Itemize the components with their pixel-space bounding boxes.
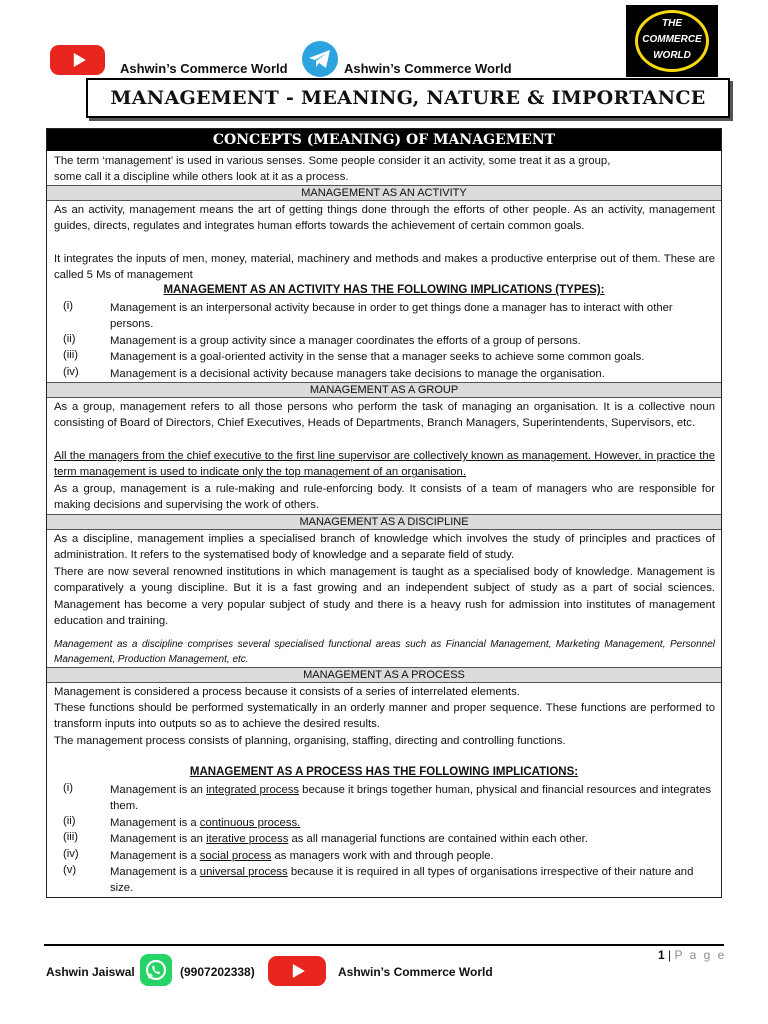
process-paragraph-1: Management is considered a process because it consists of a series of interrelated elements. — [54, 686, 520, 698]
section-banner: CONCEPTS (MEANING) OF MANAGEMENT — [47, 129, 721, 151]
heading-activity: MANAGEMENT AS AN ACTIVITY — [47, 185, 721, 201]
process-item-number: (v) — [63, 864, 77, 876]
page-number-value: 1 — [658, 948, 665, 962]
process-item — [110, 815, 716, 831]
process-item-text: Management is a — [110, 850, 200, 862]
discipline-paragraph-3: Management as a discipline comprises several specialised functional areas such as Financial Management, Marketing Management, Personnel Management, Production Management, etc. — [54, 639, 715, 665]
process-item-term: universal process — [199, 866, 288, 878]
activity-item-number: (iv) — [63, 366, 79, 378]
activity-item: Management is a goal-oriented activity in the sense that a manager seeks to achieve some common goals. — [110, 351, 645, 363]
process-paragraph-3: The management process consists of planning, organising, staffing, directing and controlling functions. — [54, 735, 566, 747]
process-item-text: Management is an — [110, 784, 207, 796]
process-item-text: Management is an — [110, 833, 207, 845]
author-name: Ashwin Jaiswal — [46, 965, 135, 979]
heading-group: MANAGEMENT AS A GROUP — [47, 382, 721, 398]
activity-implications-heading: MANAGEMENT AS AN ACTIVITY HAS THE FOLLOWING IMPLICATIONS (TYPES): — [163, 284, 605, 296]
process-item-text: as managers work with and through people. — [271, 850, 494, 862]
discipline-paragraph-1: As a discipline, management implies a specialised branch of knowledge which involves the study of principles and practices of administration. It refers to the systematised body of knowledge and a separate field of study. — [54, 533, 715, 562]
activity-item: Management is a decisional activity because managers take decisions to manage the organisation. — [110, 368, 605, 380]
intro-line-2: some call it a discipline while others look at it as a process. — [54, 171, 349, 183]
group-paragraph-2: All the managers from the chief executive to the first line supervisor are collectively known as management. However, in practice the term management is used to indicate only the top management of an organisation. — [54, 450, 715, 479]
page-number: 1 | P a g e — [658, 948, 727, 962]
title-box — [86, 78, 730, 118]
logo-line-1: THE — [662, 18, 682, 29]
page-title: MANAGEMENT - MEANING, NATURE & IMPORTANCE — [110, 87, 706, 109]
whatsapp-icon[interactable] — [140, 954, 172, 986]
process-item-term: integrated process — [206, 784, 300, 796]
process-item — [110, 831, 716, 847]
telegram-channel-label[interactable]: Ashwin’s Commerce World — [344, 61, 512, 76]
process-item — [110, 782, 716, 815]
telegram-icon[interactable] — [302, 41, 338, 77]
logo-line-3: WORLD — [653, 50, 691, 61]
process-item-text: because it brings together human, physical and financial resources and integrates them. — [110, 784, 712, 813]
youtube-icon[interactable] — [268, 956, 326, 986]
youtube-icon[interactable] — [50, 45, 105, 75]
group-paragraph-1: As a group, management refers to all those persons who perform the task of managing an organisation. It is a collective noun consisting of Board of Directors, Chief Executives, Heads of Departments, Branch Managers, Superintendents, Supervisors, etc. — [54, 401, 715, 430]
process-item-number: (iv) — [63, 848, 79, 860]
heading-discipline: MANAGEMENT AS A DISCIPLINE — [47, 514, 721, 530]
activity-item-number: (i) — [63, 300, 74, 312]
logo-line-2: COMMERCE — [642, 34, 702, 45]
process-implications-heading: MANAGEMENT AS A PROCESS HAS THE FOLLOWING IMPLICATIONS: — [189, 766, 579, 778]
commerce-world-logo — [626, 5, 718, 77]
discipline-paragraph-2: There are now several renowned institutions in which management is taught as a specialised body of knowledge. Management is comparatively a young discipline. But it is a fast growing and an independent subject of study as a part of social sciences. Management has become a very popular subject of study and there is a heavy rush for admission into institutes of management education and training. — [54, 566, 715, 628]
phone-number[interactable]: (9907202338) — [180, 965, 255, 979]
process-item-text: because it is required in all types of organisations irrespective of their nature and size. — [110, 866, 694, 895]
activity-item: Management is an interpersonal activity because in order to get things done a manager has to interact with other persons. — [110, 302, 673, 331]
process-item-number: (ii) — [63, 815, 76, 827]
activity-item-number: (iii) — [63, 349, 79, 361]
footer-divider — [44, 944, 724, 946]
process-item-term: iterative process — [206, 833, 289, 845]
process-paragraph-2: These functions should be performed systematically in an orderly manner and proper sequence. These functions are performed to transform inputs into outputs so as to achieve the desired results. — [54, 702, 715, 731]
heading-process: MANAGEMENT AS A PROCESS — [47, 667, 721, 683]
process-item-term: continuous process. — [199, 817, 301, 829]
group-paragraph-3: As a group, management is a rule-making and rule-enforcing body. It consists of a team of managers who are responsible for making decisions and supervising the work of others. — [54, 483, 715, 512]
youtube-channel-label[interactable]: Ashwin’s Commerce World — [120, 61, 288, 76]
process-item-text: Management is a — [110, 866, 200, 878]
activity-paragraph-1: As an activity, management means the art of getting things done through the efforts of other people. As an activity, management guides, directs, regulates and integrates human efforts towards the achievement of certain common goals. — [54, 204, 715, 233]
process-item-text: Management is a — [110, 817, 200, 829]
process-item-term: social process — [199, 850, 272, 862]
process-item — [110, 848, 716, 864]
activity-paragraph-2: It integrates the inputs of men, money, material, machinery and methods and makes a productive enterprise out of them. These are called 5 Ms of management — [54, 253, 715, 282]
process-item-number: (iii) — [63, 831, 79, 843]
process-item — [110, 864, 716, 897]
main-content — [46, 128, 722, 898]
intro-line-1: The term ‘management’ is used in various senses. Some people consider it an activity, some treat it as a group, — [54, 155, 611, 167]
process-item-text: as all managerial functions are contained within each other. — [288, 833, 588, 845]
page-label: P a g e — [674, 948, 727, 962]
footer-channel-label[interactable]: Ashwin’s Commerce World — [338, 965, 493, 979]
process-item-number: (i) — [63, 782, 74, 794]
activity-item-number: (ii) — [63, 333, 76, 345]
activity-item: Management is a group activity since a manager coordinates the efforts of a group of persons. — [110, 335, 581, 347]
